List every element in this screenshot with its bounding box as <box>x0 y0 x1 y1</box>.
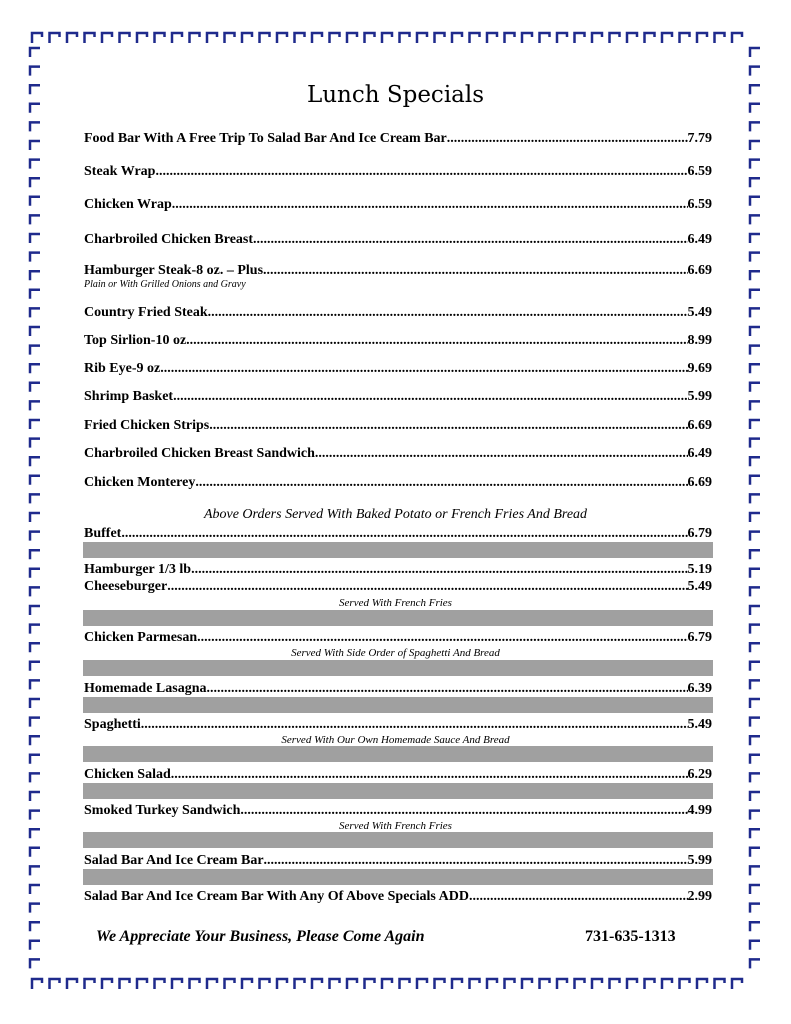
item-name: Buffet <box>84 526 122 541</box>
item-price: 6.29 <box>687 767 712 782</box>
item-price: 6.69 <box>687 475 712 490</box>
item-name: Chicken Wrap <box>84 197 172 212</box>
item-name: Charbroiled Chicken Breast Sandwich <box>84 446 315 461</box>
leader-dots <box>469 888 688 905</box>
item-price: 5.49 <box>687 717 712 732</box>
item-name: Chicken Monterey <box>84 475 196 490</box>
menu-item <box>84 629 712 646</box>
item-name: Spaghetti <box>84 717 141 732</box>
leader-dots <box>172 196 688 213</box>
footer-message: We Appreciate Your Business, Please Come Again <box>96 928 425 945</box>
item-price: 6.49 <box>687 232 712 247</box>
separator-bar <box>83 660 713 676</box>
leader-dots <box>121 525 687 542</box>
separator-bar <box>83 869 713 885</box>
item-price: 5.49 <box>687 579 712 594</box>
menu-item <box>84 130 712 147</box>
item-name: Food Bar With A Free Trip To Salad Bar And Ice Cream Bar <box>84 131 447 146</box>
separator-bar <box>83 542 713 558</box>
menu-item <box>84 525 712 542</box>
leader-dots <box>186 332 687 349</box>
item-price: 6.39 <box>687 681 712 696</box>
item-price: 6.79 <box>687 630 712 645</box>
menu-item <box>84 888 712 905</box>
item-price: 5.49 <box>687 305 712 320</box>
menu-item <box>84 417 712 434</box>
separator-bar <box>83 783 713 799</box>
menu-item <box>84 578 712 595</box>
leader-dots <box>173 388 687 405</box>
leader-dots <box>447 130 688 147</box>
item-name: Smoked Turkey Sandwich <box>84 803 241 818</box>
leader-dots <box>160 360 687 377</box>
menu-item <box>84 445 712 462</box>
menu-item <box>84 474 712 491</box>
served-with-note: Served With French Fries <box>339 597 452 609</box>
item-name: Charbroiled Chicken Breast <box>84 232 254 247</box>
leader-dots <box>167 578 687 595</box>
item-name: Salad Bar And Ice Cream Bar With Any Of Above Specials ADD <box>84 889 469 904</box>
separator-bar <box>83 832 713 848</box>
item-name: Cheeseburger <box>84 579 168 594</box>
item-price: 8.99 <box>687 333 712 348</box>
item-price: 9.69 <box>687 361 712 376</box>
phone-number: 731-635-1313 <box>585 928 676 945</box>
separator-bar <box>83 746 713 762</box>
item-price: 4.99 <box>687 803 712 818</box>
menu-item <box>84 262 712 279</box>
item-name: Shrimp Basket <box>84 389 174 404</box>
leader-dots <box>191 561 687 578</box>
leader-dots <box>141 716 688 733</box>
leader-dots <box>208 304 688 321</box>
item-price: 6.69 <box>687 418 712 433</box>
menu-item <box>84 716 712 733</box>
leader-dots <box>263 262 687 279</box>
menu-item <box>84 561 712 578</box>
menu-item <box>84 360 712 377</box>
item-name: Hamburger 1/3 lb <box>84 562 192 577</box>
item-price: 5.99 <box>687 853 712 868</box>
item-name: Chicken Parmesan <box>84 630 198 645</box>
item-name: Steak Wrap <box>84 164 156 179</box>
item-price: 6.49 <box>687 446 712 461</box>
menu-item <box>84 163 712 180</box>
item-name: Fried Chicken Strips <box>84 418 210 433</box>
served-with-note: Served With Our Own Homemade Sauce And Bread <box>281 734 510 746</box>
item-price: 6.59 <box>687 197 712 212</box>
item-price: 6.59 <box>687 164 712 179</box>
item-name: Hamburger Steak-8 oz. – Plus <box>84 263 264 278</box>
leader-dots <box>209 417 687 434</box>
item-price: 7.79 <box>687 131 712 146</box>
served-with-note: Served With French Fries <box>339 820 452 832</box>
menu-item <box>84 680 712 697</box>
leader-dots <box>315 445 688 462</box>
item-name: Salad Bar And Ice Cream Bar <box>84 853 264 868</box>
leader-dots <box>155 163 687 180</box>
leader-dots <box>197 629 687 646</box>
leader-dots <box>253 231 687 248</box>
item-price: 2.99 <box>687 889 712 904</box>
menu-item <box>84 766 712 783</box>
leader-dots <box>264 852 688 869</box>
item-price: 6.69 <box>687 263 712 278</box>
menu-item <box>84 388 712 405</box>
menu-item <box>84 304 712 321</box>
menu-item <box>84 802 712 819</box>
menu-item <box>84 231 712 248</box>
leader-dots <box>171 766 688 783</box>
served-with-note: Served With Side Order of Spaghetti And Bread <box>291 647 500 659</box>
page-title: Lunch Specials <box>306 82 485 108</box>
item-price: 5.19 <box>687 562 712 577</box>
item-price: 5.99 <box>687 389 712 404</box>
item-note: Plain or With Grilled Onions and Gravy <box>84 279 246 290</box>
leader-dots <box>240 802 687 819</box>
leader-dots <box>195 474 687 491</box>
item-name: Rib Eye-9 oz <box>84 361 161 376</box>
item-price: 6.79 <box>687 526 712 541</box>
item-name: Top Sirlion-10 oz <box>84 333 187 348</box>
item-name: Country Fried Steak <box>84 305 208 320</box>
menu-item <box>84 196 712 213</box>
menu-item <box>84 852 712 869</box>
menu-item <box>84 332 712 349</box>
item-name: Homemade Lasagna <box>84 681 207 696</box>
served-note: Above Orders Served With Baked Potato or French Fries And Bread <box>203 507 588 522</box>
leader-dots <box>207 680 688 697</box>
separator-bar <box>83 697 713 713</box>
item-name: Chicken Salad <box>84 767 171 782</box>
separator-bar <box>83 610 713 626</box>
